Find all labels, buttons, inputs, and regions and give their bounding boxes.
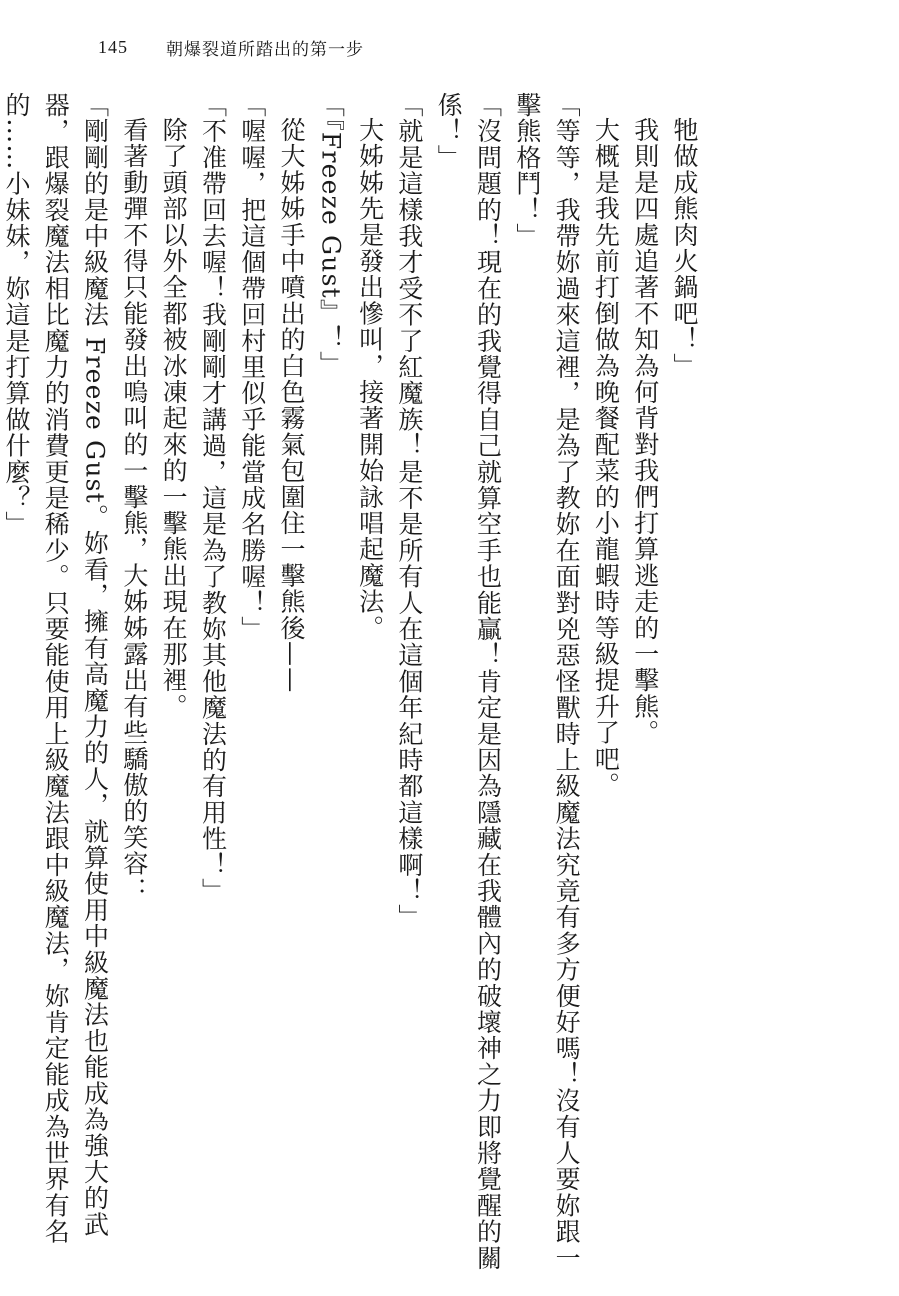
- paragraph: 牠做成熊肉火鍋吧！」: [670, 117, 699, 379]
- paragraph: 「就是這樣我才受不了紅魔族！是不是所有人在這個年紀時都這樣啊！」: [394, 92, 424, 931]
- paragraph: 大姊姊先是發出慘叫，接著開始詠唱起魔法。: [355, 117, 385, 641]
- paragraph: 「沒問題的！現在的我覺得自己就算空手也能贏！肯定是因為隱藏在我體內的破壞神之力即將覺醒的關係！」: [434, 92, 503, 1271]
- paragraph: 大概是我先前打倒做為晚餐配菜的小龍蝦時等級提升了吧。: [591, 117, 621, 799]
- page-header: [98, 34, 364, 60]
- paragraph: 從大姊姊手中噴出的白色霧氣包圍住一擊熊後——: [277, 117, 307, 694]
- body-text: [0, 92, 704, 1282]
- paragraph: 看著動彈不得只能發出嗚叫的一擊熊，大姊姊露出有些驕傲的笑容：: [119, 117, 149, 903]
- paragraph: 「剛剛的是中級魔法 Freeze Gust。妳看，擁有高魔力的人，就算使用中級魔法也能成為強大的武器，跟爆裂魔法相比魔力的消費更是稀少。只要能使用上級魔法跟中級魔法，妳肯定能成為世界有名的……小妹妹，妳這是打算做什麼？」: [1, 92, 110, 1245]
- paragraph: 「喔喔，把這個帶回村里似乎能當成名勝喔！」: [237, 92, 267, 643]
- chapter-title: 朝爆裂道所踏出的第一步: [166, 39, 364, 60]
- paragraph: 「不准帶回去喔！我剛剛才講過，這是為了教妳其他魔法的有用性！」: [198, 92, 228, 905]
- paragraph: 我則是四處追著不知為何背對我們打算逃走的一擊熊。: [630, 117, 660, 746]
- page-number: 145: [98, 36, 128, 57]
- paragraph: 「等等，我帶妳過來這裡，是為了教妳在面對兇惡怪獸時上級魔法究竟有多方便好嗎！沒有人要妳跟一擊熊格鬥！」: [512, 92, 582, 1271]
- paragraph: 除了頭部以外全都被冰凍起來的一擊熊出現在那裡。: [159, 117, 189, 720]
- paragraph: 「『Freeze Gust』！」: [316, 92, 346, 378]
